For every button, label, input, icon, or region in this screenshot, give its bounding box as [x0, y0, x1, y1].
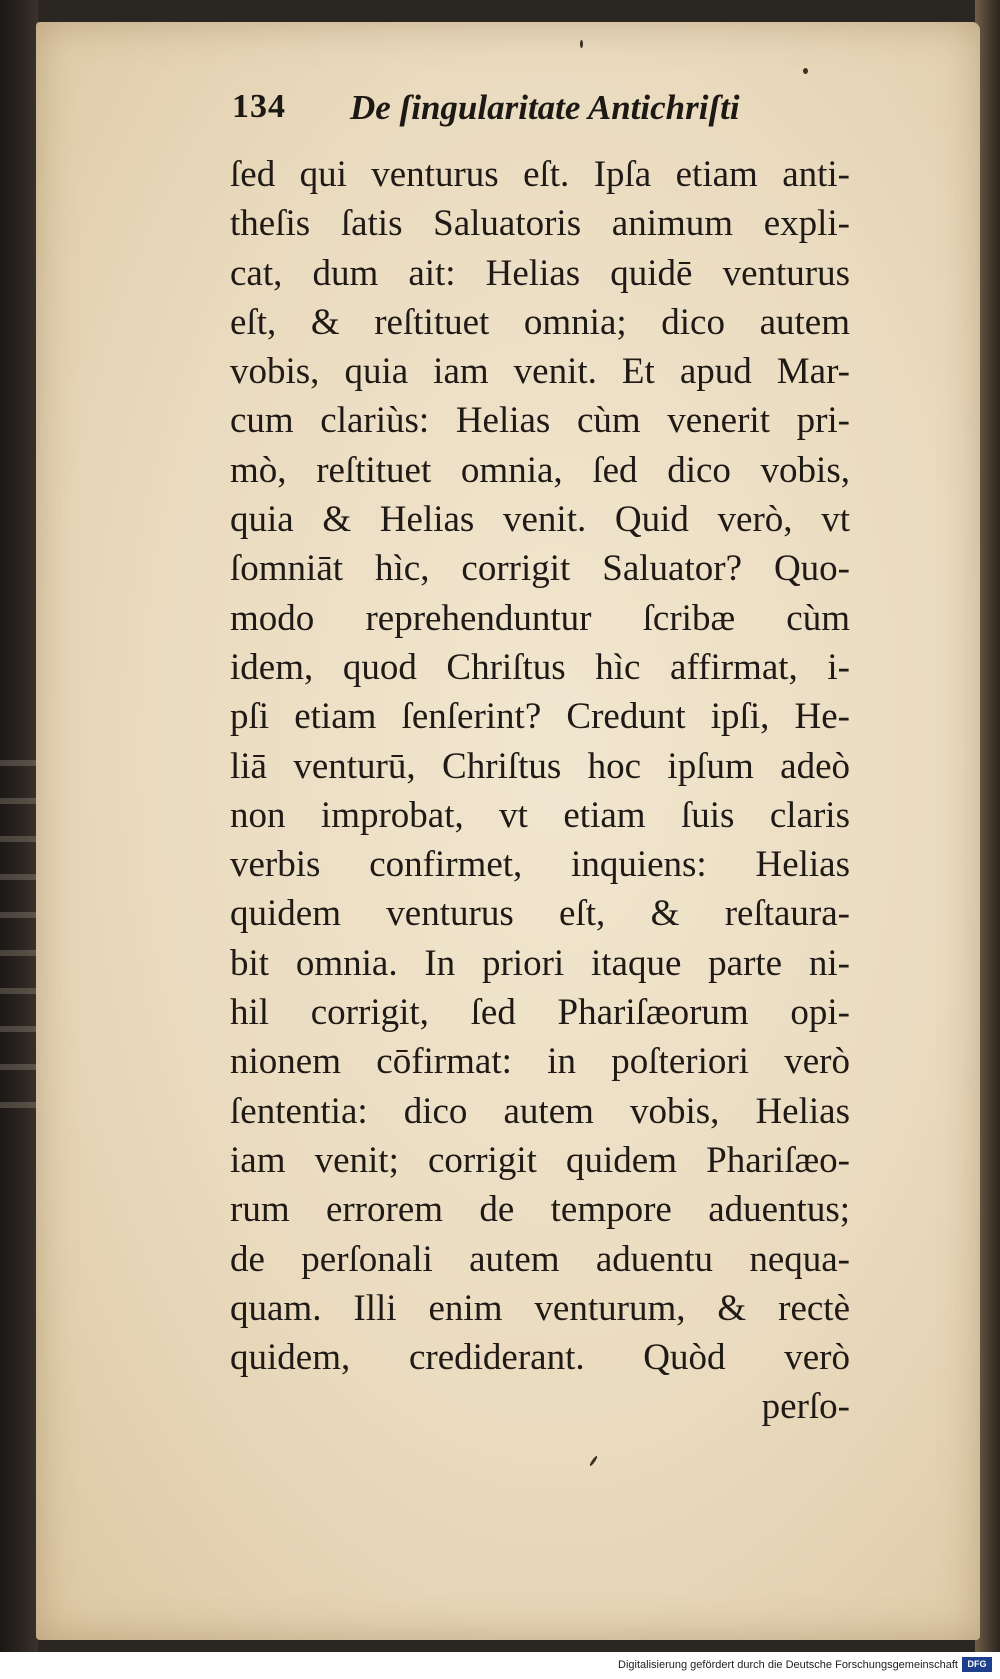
- text-line: modo reprehenduntur ſcribæ cùm: [230, 597, 850, 639]
- text-line: de perſonali autem aduentu nequa-: [230, 1238, 850, 1280]
- text-line: quidem venturus eſt, & reſtaura-: [230, 893, 850, 935]
- running-title: De ſingularitate Antichriſti: [350, 88, 740, 127]
- text-line: ſed qui venturus eſt. Ipſa etiam anti-: [230, 154, 850, 195]
- footer-bar: [0, 1652, 1000, 1679]
- text-line: vobis, quia iam venit. Et apud Mar-: [230, 351, 850, 393]
- catchword: perſo-: [761, 1386, 850, 1428]
- text-line: mò, reſtituet omnia, ſed dico vobis,: [230, 449, 850, 491]
- show-through-text: [0, 760, 40, 1120]
- page-header: [232, 88, 832, 140]
- page-number: 134: [232, 88, 286, 125]
- text-line: eſt, & reſtituet omnia; dico autem: [230, 301, 850, 343]
- text-line: ſomniāt hìc, corrigit Saluator? Quo-: [230, 548, 850, 590]
- body-text: [230, 150, 850, 1432]
- text-line: hil corrigit, ſed Phariſæorum opi-: [230, 992, 850, 1034]
- text-line: liā venturū, Chriſtus hoc ipſum adeò: [230, 745, 850, 787]
- text-line: verbis confirmet, inquiens: Helias: [230, 844, 850, 886]
- dfg-logo: DFG: [962, 1657, 992, 1672]
- text-line: bit omnia. In priori itaque parte ni-: [230, 942, 850, 984]
- ink-speck: [580, 40, 583, 48]
- text-line: non improbat, vt etiam ſuis claris: [230, 794, 850, 836]
- text-line: ſententia: dico autem vobis, Helias: [230, 1090, 850, 1132]
- text-line: iam venit; corrigit quidem Phariſæo-: [230, 1139, 850, 1181]
- text-line: quidem, crediderant. Quòd verò: [230, 1337, 850, 1379]
- text-line: quam. Illi enim venturum, & rectè: [230, 1287, 850, 1329]
- text-line: cum clariùs: Helias cùm venerit pri-: [230, 400, 850, 442]
- text-line: rum errorem de tempore aduentus;: [230, 1189, 850, 1231]
- text-line: nionem cōfirmat: in poſteriori verò: [230, 1041, 850, 1083]
- ink-speck: [803, 68, 808, 74]
- text-line: quia & Helias venit. Quid verò, vt: [230, 499, 850, 541]
- text-line: idem, quod Chriſtus hìc affirmat, i-: [230, 646, 850, 688]
- text-line: theſis ſatis Saluatoris animum expli-: [230, 203, 850, 245]
- digitization-credit: Digitalisierung gefördert durch die Deutsche Forschungsgemeinschaft: [618, 1659, 958, 1671]
- text-line: pſi etiam ſenſerint? Credunt ipſi, He-: [230, 696, 850, 738]
- text-line: cat, dum ait: Helias quidē venturus: [230, 252, 850, 294]
